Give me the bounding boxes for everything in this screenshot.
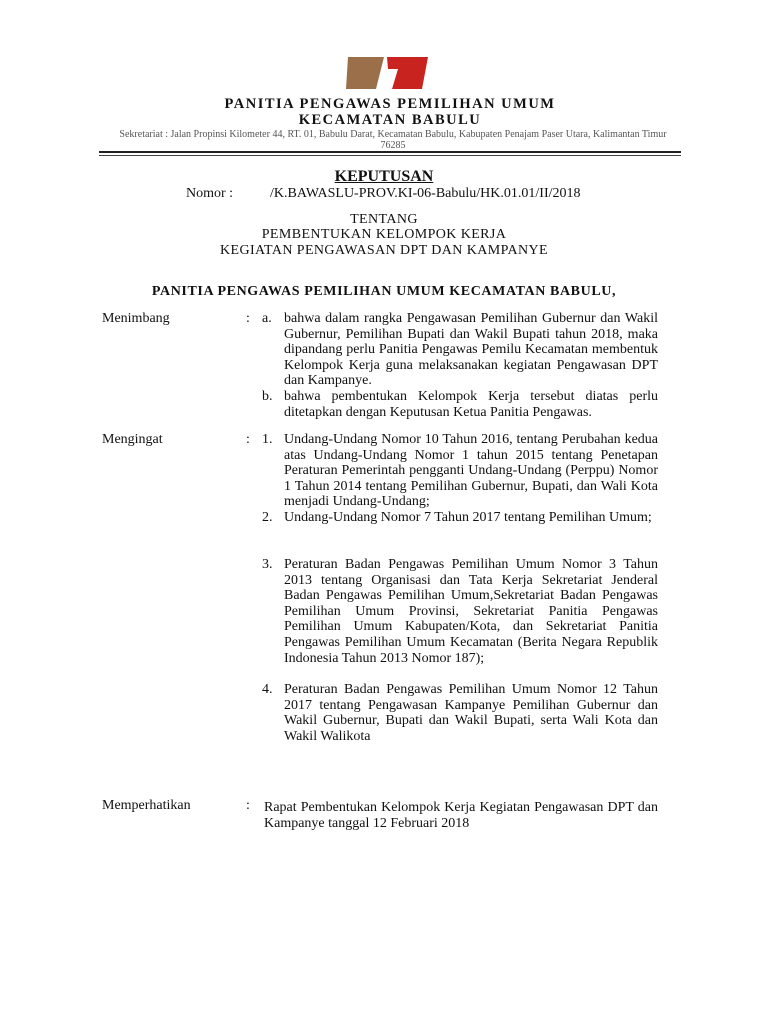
nomor-value: /K.BAWASLU-PROV.KI-06-Babulu/HK.01.01/II/2018 bbox=[270, 186, 581, 201]
document-title: KEPUTUSAN bbox=[334, 168, 434, 185]
subject-line-1: PEMBENTUKAN KELOMPOK KERJA bbox=[261, 227, 507, 242]
nomor-label: Nomor : bbox=[186, 186, 234, 201]
mengingat-item-4: Peraturan Badan Pengawas Pemilihan Umum Nomor 12 Tahun 2017 tentang Pengawasan Kampanye Pemilihan Gubernur dan Wakil Gubernur, Bupati dan Wakil Bupati, serta Wali Kota dan Wakil Walikota bbox=[284, 682, 658, 744]
mengingat-marker-1: 1. bbox=[262, 432, 273, 447]
mengingat-marker-4: 4. bbox=[262, 682, 273, 697]
menimbang-item-a: bahwa dalam rangka Pengawasan Pemilihan Gubernur dan Wakil Gubernur, Pemilihan Bupati dan Wakil Bupati tahun 2018, maka dipandang perlu Panitia Pengawas Pemilu Kecamatan membentuk Kelompok Kerja guna melaksanakan kegiatan Pengawasan DPT dan Kampanye. bbox=[284, 311, 658, 389]
menimbang-colon: : bbox=[246, 311, 250, 326]
mengingat-item-1: Undang-Undang Nomor 10 Tahun 2016, tentang Perubahan kedua atas Undang-Undang Nomor 1 tahun 2015 tentang Penetapan Peraturan Pemerintah pengganti Undang-Undang (Perppu) Nomor 1 Tahun 2014 tentang Pemilihan Gubernur, Bupati, dan Wali Kota menjadi Undang-Undang; bbox=[284, 432, 658, 510]
mengingat-marker-3: 3. bbox=[262, 557, 273, 572]
mengingat-marker-2: 2. bbox=[262, 510, 273, 525]
memperhatikan-colon: : bbox=[246, 798, 250, 813]
letterhead-institution: PANITIA PENGAWAS PEMILIHAN UMUM bbox=[224, 96, 556, 112]
mengingat-item-2: Undang-Undang Nomor 7 Tahun 2017 tentang Pemilihan Umum; bbox=[284, 510, 652, 525]
mengingat-colon: : bbox=[246, 432, 250, 447]
memperhatikan-text: Rapat Pembentukan Kelompok Kerja Kegiatan Pengawasan DPT dan Kampanye tanggal 12 Februari 2018 bbox=[264, 800, 658, 831]
mengingat-item-3: Peraturan Badan Pengawas Pemilihan Umum Nomor 3 Tahun 2013 tentang Organisasi dan Tata Kerja Sekretariat Jenderal Badan Pengawas Pemilihan Umum,Sekretariat Badan Pengawas Pemilihan Umum Provinsi, Sekretariat Panitia Pengawas Pemilihan Umum Kabupaten/Kota, dan Sekretariat Panitia Pengawas Pemilihan Umum Kecamatan (Berita Negara Republik Indonesia Tahun 2013 Nomor 187); bbox=[284, 557, 658, 666]
memperhatikan-label: Memperhatikan bbox=[102, 798, 191, 813]
tentang-heading: TENTANG bbox=[350, 212, 418, 227]
mengingat-label: Mengingat bbox=[102, 432, 163, 447]
issuer-heading: PANITIA PENGAWAS PEMILIHAN UMUM KECAMATAN BABULU, bbox=[151, 284, 617, 299]
logo-brown-shape bbox=[346, 57, 384, 89]
menimbang-marker-b: b. bbox=[262, 389, 273, 404]
menimbang-marker-a: a. bbox=[262, 311, 272, 326]
menimbang-item-b: bahwa pembentukan Kelompok Kerja tersebut diatas perlu ditetapkan dengan Keputusan Ketua Panitia Pengawas. bbox=[284, 389, 658, 420]
menimbang-label: Menimbang bbox=[102, 311, 170, 326]
letterhead-rule-thin bbox=[99, 155, 681, 156]
letterhead-district: KECAMATAN BABULU bbox=[298, 112, 482, 128]
bawaslu-logo bbox=[342, 51, 432, 95]
letterhead-address: Sekretariat : Jalan Propinsi Kilometer 44, RT. 01, Babulu Darat, Kecamatan Babulu, Kabupaten Penajam Paser Utara, Kalimantan Timur 76285 bbox=[119, 129, 667, 151]
subject-line-2: KEGIATAN PENGAWASAN DPT DAN KAMPANYE bbox=[220, 243, 548, 258]
letterhead-rule-thick bbox=[99, 151, 681, 153]
logo-red-shape bbox=[387, 57, 428, 89]
